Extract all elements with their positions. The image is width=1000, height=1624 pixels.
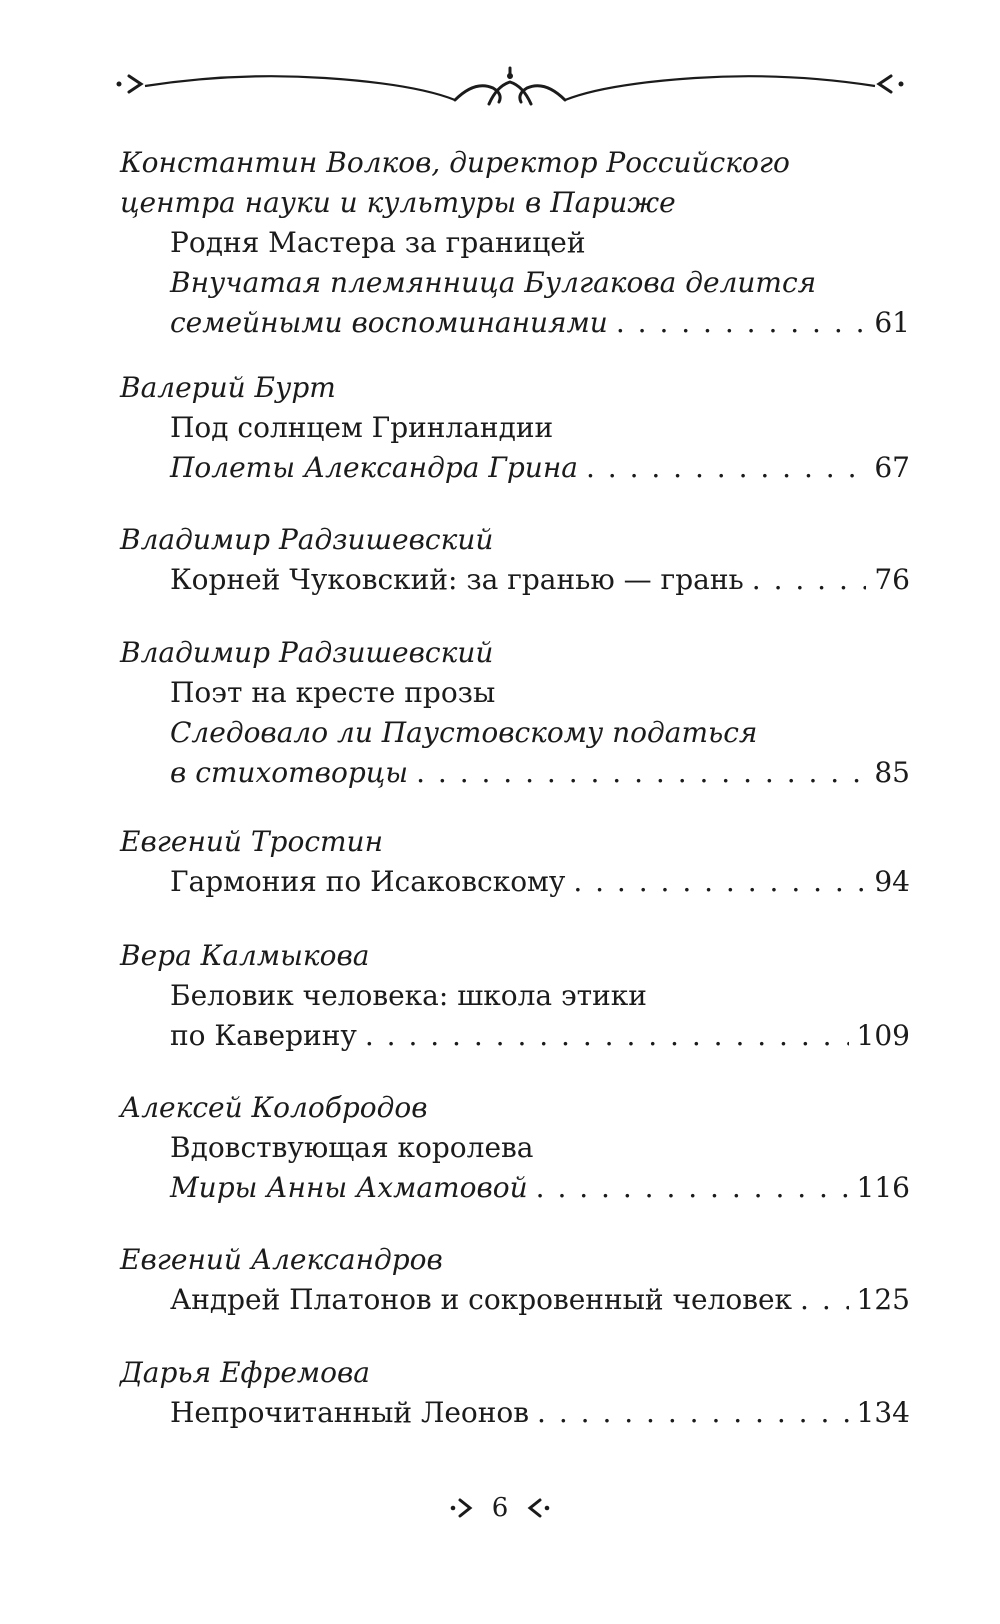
dot-leader [416,753,866,793]
toc-entry-kolobrodov [120,1088,910,1208]
entry-subtitle: Внучатая племянница Булгакова делится [170,266,817,299]
page-number: 67 [874,451,910,484]
entry-subtitle-with-page [120,448,910,488]
entry-title: Беловик человека: школа этики [170,979,647,1012]
entry-title: Поэт на кресте прозы [170,676,496,709]
dot-leader [537,1393,849,1433]
entry-author: Валерий Бурт [120,371,336,404]
dot-leader [573,862,866,902]
dot-leader [752,560,867,600]
page-number: 109 [856,1019,910,1052]
entry-subtitle: Миры Анны Ахматовой [170,1171,528,1204]
page-number: 85 [874,756,910,789]
page-number: 116 [856,1171,910,1204]
entry-title-with-page [120,1280,910,1320]
page-number-footer: 6 [491,1493,509,1523]
page-number: 134 [856,1396,910,1429]
entry-author: Константин Волков, директор Российского [120,146,790,179]
dot-leader [616,303,867,343]
entry-title-with-page [120,1016,910,1056]
dot-leader [800,1280,849,1320]
toc-entry-trostin [120,822,910,902]
header-ornament [115,62,905,114]
entry-subtitle-with-page [120,1168,910,1208]
page-number: 94 [874,865,910,898]
entry-subtitle: Следовало ли Паустовскому податься [170,716,758,749]
ornament-rule-left [145,76,455,100]
toc-entry-kalmykova [120,936,910,1056]
entry-author: Владимир Радзишевский [120,523,494,556]
dot-leader [536,1168,849,1208]
ornament-left-chevron [129,76,141,92]
entry-subtitle-cont: в стихотворцы [170,756,409,789]
dot-leader [586,448,866,488]
dot-leader [365,1016,849,1056]
toc-entry-efremova [120,1353,910,1433]
page-number: 76 [874,563,910,596]
toc-entry-volkov [120,143,910,343]
entry-author: Владимир Радзишевский [120,636,494,669]
page-footer [430,1488,570,1528]
entry-title: Родня Мастера за границей [170,226,586,259]
page-number: 61 [874,306,910,339]
entry-subtitle: Полеты Александра Грина [170,451,578,484]
page-number: 125 [856,1283,910,1316]
entry-title-with-page [120,862,910,902]
entry-subtitle-with-page [120,753,910,793]
folio-right-chevron-icon [524,1496,550,1520]
entry-title: Непрочитанный Леонов [170,1396,530,1429]
entry-author: Евгений Тростин [120,825,384,858]
toc-entry-aleksandrov [120,1240,910,1320]
ornament-rule-right [565,76,875,100]
entry-author-cont: центра науки и культуры в Париже [120,186,676,219]
entry-author: Дарья Ефремова [120,1356,370,1389]
entry-title: Корней Чуковский: за гранью — грань [170,563,744,596]
entry-subtitle-with-page [120,303,910,343]
entry-author: Вера Калмыкова [120,939,370,972]
toc-entry-radzishevsky-paustovsky [120,633,910,793]
entry-title-with-page [120,1393,910,1433]
entry-title-with-page [120,560,910,600]
entry-subtitle-cont: семейными воспоминаниями [170,306,608,339]
entry-title: Гармония по Исаковскому [170,865,566,898]
entry-title-cont: по Каверину [170,1019,357,1052]
entry-title: Андрей Платонов и сокровенный человек [170,1283,793,1316]
ornament-right-chevron [879,76,891,92]
entry-title: Вдовствующая королева [170,1131,534,1164]
entry-author: Алексей Колобродов [120,1091,428,1124]
entry-title: Под солнцем Гринландии [170,411,554,444]
folio-left-chevron-icon [450,1496,476,1520]
entry-author: Евгений Александров [120,1243,443,1276]
toc-entry-radzishevsky-chukovsky [120,520,910,600]
toc-entry-burt [120,368,910,488]
